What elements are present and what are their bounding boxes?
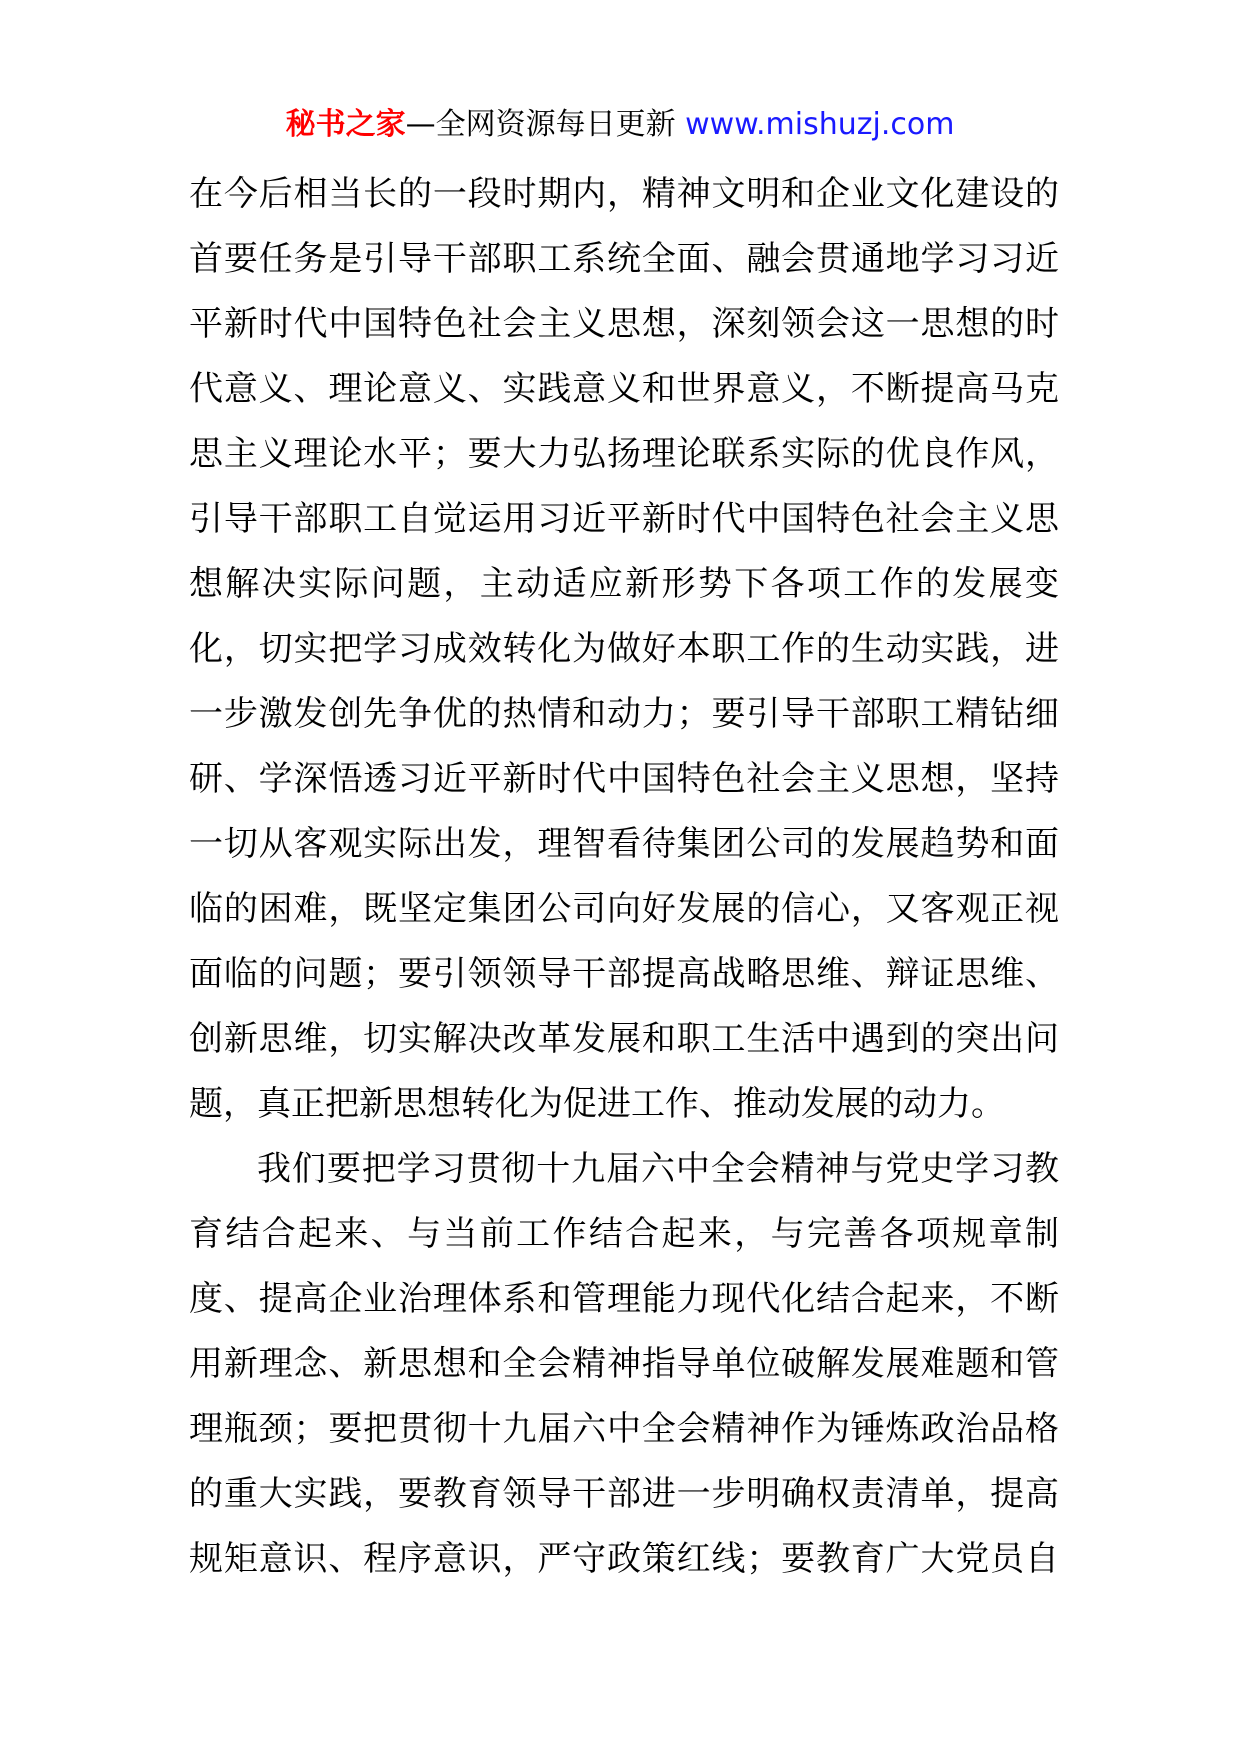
text-line: 面临的问题；要引领领导干部提高战略思维、辩证思维、 [189, 954, 1059, 994]
text-line: 平新时代中国特色社会主义思想，深刻领会这一思想的时 [189, 304, 1059, 344]
text-line: 想解决实际问题，主动适应新形势下各项工作的发展变 [189, 564, 1059, 604]
text-line: 度、提高企业治理体系和管理能力现代化结合起来，不断 [189, 1279, 1059, 1319]
text-line: 的重大实践，要教育领导干部进一步明确权责清单，提高 [189, 1474, 1059, 1514]
text-line: 题，真正把新思想转化为促进工作、推动发展的动力。 [189, 1084, 1005, 1124]
text-line: 我们要把学习贯彻十九届六中全会精神与党史学习教 [257, 1149, 1059, 1189]
text-line: 化，切实把学习成效转化为做好本职工作的生动实践，进 [189, 629, 1059, 669]
text-line: 研、学深悟透习近平新时代中国特色社会主义思想，坚持 [189, 759, 1059, 799]
header-tagline: —全网资源每日更新 [405, 107, 686, 142]
text-line: 思主义理论水平；要大力弘扬理论联系实际的优良作风， [189, 434, 1059, 474]
paragraph-1 [189, 162, 1059, 1137]
paragraph-2 [189, 1137, 1059, 1592]
text-line: 临的困难，既坚定集团公司向好发展的信心，又客观正视 [189, 889, 1059, 929]
header-url-link[interactable]: www.mishuzj.com [685, 107, 955, 142]
text-line: 一切从客观实际出发，理智看待集团公司的发展趋势和面 [189, 824, 1059, 864]
text-line: 规矩意识、程序意识，严守政策红线；要教育广大党员自 [189, 1539, 1059, 1579]
text-line: 代意义、理论意义、实践意义和世界意义，不断提高马克 [189, 369, 1059, 409]
document-body [189, 162, 1059, 1592]
text-line: 在今后相当长的一段时期内，精神文明和企业文化建设的 [189, 174, 1059, 214]
text-line: 一步激发创先争优的热情和动力；要引导干部职工精钻细 [189, 694, 1059, 734]
text-line: 育结合起来、与当前工作结合起来，与完善各项规章制 [189, 1214, 1059, 1254]
header-brand: 秘书之家 [285, 107, 406, 142]
text-line: 首要任务是引导干部职工系统全面、融会贯通地学习习近 [189, 239, 1059, 279]
page-header [0, 103, 1240, 147]
text-line: 用新理念、新思想和全会精神指导单位破解发展难题和管 [189, 1344, 1059, 1384]
text-line: 创新思维，切实解决改革发展和职工生活中遇到的突出问 [189, 1019, 1059, 1059]
text-line: 引导干部职工自觉运用习近平新时代中国特色社会主义思 [189, 499, 1059, 539]
text-line: 理瓶颈；要把贯彻十九届六中全会精神作为锤炼政治品格 [189, 1409, 1059, 1449]
